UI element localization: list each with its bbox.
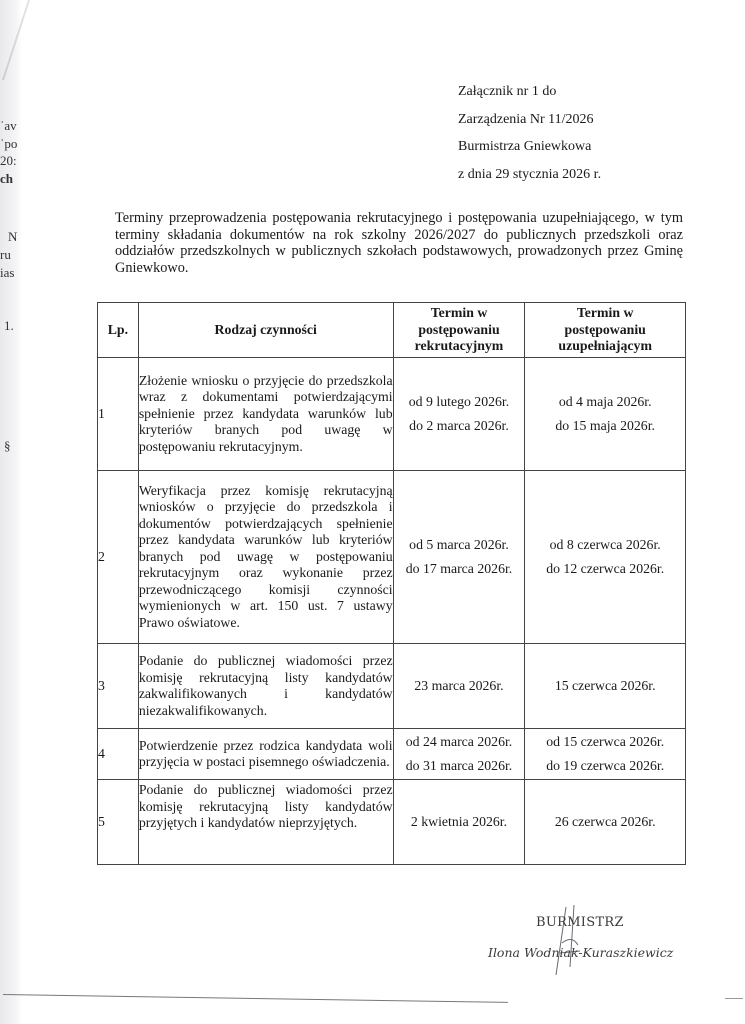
row-activity: Podanie do publicznej wiadomości przez komisję rekrutacyjną listy kandydatów przyjętych i kandydatów nieprzyjętych. [138,780,393,865]
row-recruitment-dates [393,644,525,729]
header-recruitment [393,303,525,358]
row-recruitment-dates [393,729,525,780]
row-number: 4 [98,729,139,780]
scan-bottom-edge-dash [725,998,743,999]
date-to: do 15 maja 2026r. [555,418,655,433]
signature-name: Ilona Wodniak-Kuraszkiewicz [488,945,674,960]
margin-bleed-text: 1. [4,318,14,333]
header-line-attachment: Załącznik nr 1 do [458,84,557,99]
margin-bleed-text: N [8,229,18,244]
row-activity: Potwierdzenie przez rodzica kandydata woli przyjęcia w postaci pisemnego oświadczenia. [138,729,393,780]
header-text: uzupełniającym [558,338,652,354]
row-supplementary-dates [525,358,686,471]
date-to: do 19 czerwca 2026r. [546,758,665,773]
row-number: 5 [98,780,139,865]
row-supplementary-dates [525,729,686,780]
header-text: rekrutacyjnym [414,338,504,354]
date-to: do 17 marca 2026r. [405,561,513,576]
header-supplementary [525,303,686,358]
margin-bleed-text: § [4,438,11,453]
scan-bottom-edge-line [3,994,508,1003]
date-single: 2 kwietnia 2026r. [410,813,508,829]
table-header-row [98,303,686,358]
header-line-issuer: Burmistrza Gniewkowa [458,139,592,154]
header-lp: Lp. [98,303,139,358]
date-single: 26 czerwca 2026r. [554,813,656,829]
row-number: 3 [98,644,139,729]
header-line-date: z dnia 29 stycznia 2026 r. [458,166,602,182]
header-text: Termin w [430,305,488,321]
row-activity: Podanie do publicznej wiadomości przez komisję rekrutacyjną listy kandydatów zakwalifikowanych i kandydatów niezakwalifikowanych. [138,644,393,729]
date-single: 23 marca 2026r. [414,677,504,693]
row-recruitment-dates [393,471,525,644]
margin-bleed-text: ru [0,247,11,262]
margin-bleed-text: ias [0,265,15,280]
table-row [98,644,686,729]
table-row [98,729,686,780]
header-text: postępowaniu [564,321,646,337]
date-single: 15 czerwca 2026r. [554,677,656,693]
row-number: 1 [98,358,139,471]
row-activity: Weryfikacja przez komisję rekrutacyjną wniosków o przyjęcie do przedszkola i dokumentów potwierdzających spełnienie przez kandydata warunków lub kryteriów branych pod uwagę w postępowaniu rekrutacyjnym oraz wykonanie przez przewodniczącego komisji czynności wymienionych w art. 150 ust. 7 ustawy Prawo oświatowe. [138,471,393,644]
margin-bleed-text: ch [0,171,13,186]
attachment-header [458,78,601,188]
margin-bleed-text: ˈav [0,118,17,133]
header-text: postępowaniu [418,321,500,337]
date-from: od 4 maja 2026r. [558,393,652,409]
row-number: 2 [98,471,139,644]
row-recruitment-dates [393,780,525,865]
date-to: do 12 czerwca 2026r. [546,561,665,576]
margin-bleed-text: ˈpo [0,136,18,151]
header-activity: Rodzaj czynności [138,303,393,358]
date-from: od 5 marca 2026r. [409,536,509,552]
row-supplementary-dates [525,644,686,729]
date-from: od 9 lutego 2026r. [408,393,510,409]
table-row [98,358,686,471]
date-to: do 31 marca 2026r. [405,758,513,773]
row-supplementary-dates [525,471,686,644]
document-intro: Terminy przeprowadzenia postępowania rekrutacyjnego i postępowania uzupełniającego, w tym terminy składania dokumentów na rok szkolny 2026/2027 do publicznych przedszkoli oraz oddziałów przedszkolnych w publicznych szkołach podstawowych, prowadzonych przez Gminę Gniewkowo. [115,210,683,276]
date-from: od 15 czerwca 2026r. [546,733,665,749]
margin-bleed-text: 20: [0,153,17,168]
table-row [98,780,686,865]
row-recruitment-dates [393,358,525,471]
date-from: od 24 marca 2026r. [405,733,513,749]
date-from: od 8 czerwca 2026r. [549,536,661,552]
date-to: do 2 marca 2026r. [409,418,509,433]
header-line-ordinance: Zarządzenia Nr 11/2026 [458,111,594,127]
signature-title: BURMISTRZ [536,915,624,930]
row-supplementary-dates [525,780,686,865]
table-row [98,471,686,644]
row-activity: Złożenie wniosku o przyjęcie do przedszkola wraz z dokumentami potwierdzającymi spełnienie przez kandydata warunków lub kryteriów branych pod uwagę w postępowaniu rekrutacyjnym. [138,358,393,471]
schedule-table [97,302,686,865]
header-text: Termin w [576,305,634,321]
